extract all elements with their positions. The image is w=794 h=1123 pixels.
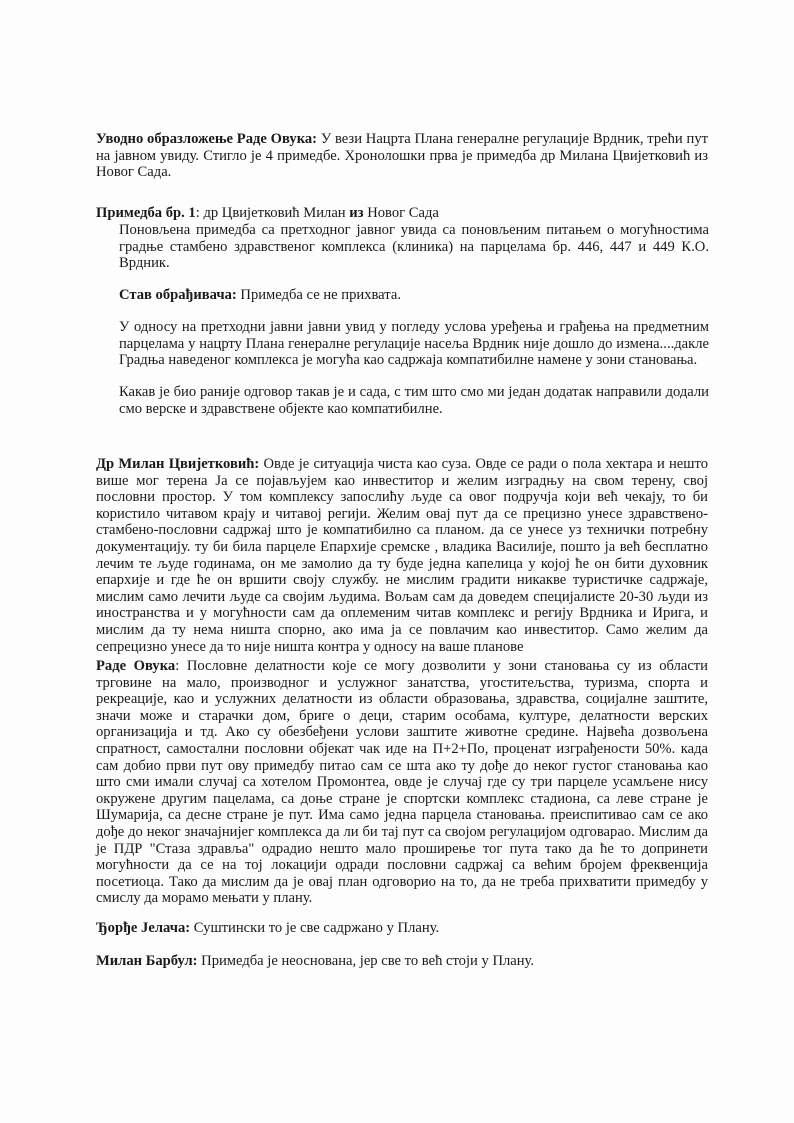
objection-label: Примедба бр. 1 [96,205,196,221]
objection-separator: : [195,205,204,221]
rade-speaker: Раде Овука [96,658,176,674]
objection-author-prefix: др Цвијетковић Милан [203,205,350,221]
intro-paragraph [96,131,708,181]
previous-answer-paragraph: Какав је био раније одговор такав је и сада, с тим што смо ми један додатак направили додали смо верске и здравствене објекте као компатибилне. [119,384,709,417]
milan-statement [96,456,708,655]
barbul-speaker: Милан Барбул: [96,953,198,969]
rade-statement [96,658,708,907]
milan-speaker: Др Милан Цвијетковић: [96,456,260,472]
objection-author-iz: из [349,205,364,221]
milan-text: Овде је ситуација чиста као суза. Овде се ради о пола хектара и нешто више мог терена Ја се појављујем као инвеститор и желим изградњу на свом терену, свој пословни простор. У том комплексу запослићу људе са овог подручја који већ чекају, то би користило читавом крају и читавој регији. Желим овај пут да се прецизно унесе здравствено-стамбено-пословни садржај што је компатибилно са планом. да се унесе уз технички потребну документацију. ту би била парцеле Епархије сремске , владика Василије, пошто ја већ бесплатно лечим те људе годинама, он ме замолио да ту буде једна капелица у којој ће он бити духовник епархије и где ће он вршити своју службу. не мислим градити никакве туристичке садржаје, мислим само лечити људе са својим људима. Вољам сам да доведем специјалисте 20-30 људи из иностранства и у могућности сам да оплеменим читав комплекс и регију Врдника и Ирига, и мислим да ту нема ништа спорно, ако има ја се повлачим као инвеститор. Само желим да сепрецизно унесе да то није ништа контра у односу на ваше планове [96,456,709,655]
processor-label: Став обрађивача: [119,287,237,303]
intro-text: У вези Нацрта Плана генералне регулације Врдник, трећи пут на јавном увиду. Стигло је 4 примедбе. Хронолошки прва је примедба др Милана Цвијетковић из Новог Сада. [96,131,708,181]
intro-speaker: Уводно образложење Раде Овука: [96,131,318,147]
objection-heading [96,205,708,222]
objection-author-city: Новог Сада [363,205,439,221]
processor-text: Примедба се не прихвата. [236,287,401,303]
djordje-statement [96,920,708,937]
djordje-text: Суштински то је све садржано у Плану. [190,920,440,936]
previous-review-paragraph: У односу на претходни јавни јавни увид у погледу услова уређења и грађења на предметним парцелама у нацрту Плана генералне регулације насеља Врдник није дошло до измена....дакле Градња наведеног комплекса је могућа као садржаја компатибилне намене у зони становања. [119,319,709,369]
djordje-speaker: Ђорђе Јелача: [96,920,191,936]
barbul-text: Примедба је неоснована, јер све то већ стоји у Плану. [197,953,535,969]
rade-text: : Пословне делатности које се могу дозволити у зони становања су из области трговине на мало, производног и услужног занатства, угоститељства, туризма, спорта и рекреације, као и услужних делатности из области образовања, здравства, социјалне заштите, значи може и старачки дом, бриге о деци, старим особама, културе, делатности верских организација и тд. Ако су обезбеђени услови заштите животне средине. Највећа дозвољена спратност, самостални пословни објекат чак иде на П+2+По, проценат изграђености 50%. када сам добио први пут ову примедбу питао сам се шта ако ту дође до неког густог становања као што сми имали случај са хотелом Промонтеа, овде је случај где су три парцеле усамљене нису окружене другим пацелама, са доње стране је спортски комплекс стадиона, са леве стране је Шумарија, са десне стране је пут. Има само једна парцела становања. преиспитивао сам се ако дође до неког значајнијег комплекса да ли би тај пут са својом регулацијом одговарао. Мислим да је ПДР "Стаза здравља" одрадио нешто мало проширење тог пута тако да ће то допринети могућности да се на тој локацији одради пословни садржај са већим бројем фреквенција посетиоца. Тако да мислим да је овај план одговорио на то, да не треба прихватити примедбу у смислу да морамо мењати у плану. [96,658,708,907]
barbul-statement [96,953,708,970]
processor-stance [119,287,709,304]
objection-text: Поновљена примедба са претходног јавног увида са поновљеним питањем о могућностима градње стамбено здравственог комплекса (клиника) на парцелама бр. 446, 447 и 449 К.О. Врдник. [119,222,709,272]
